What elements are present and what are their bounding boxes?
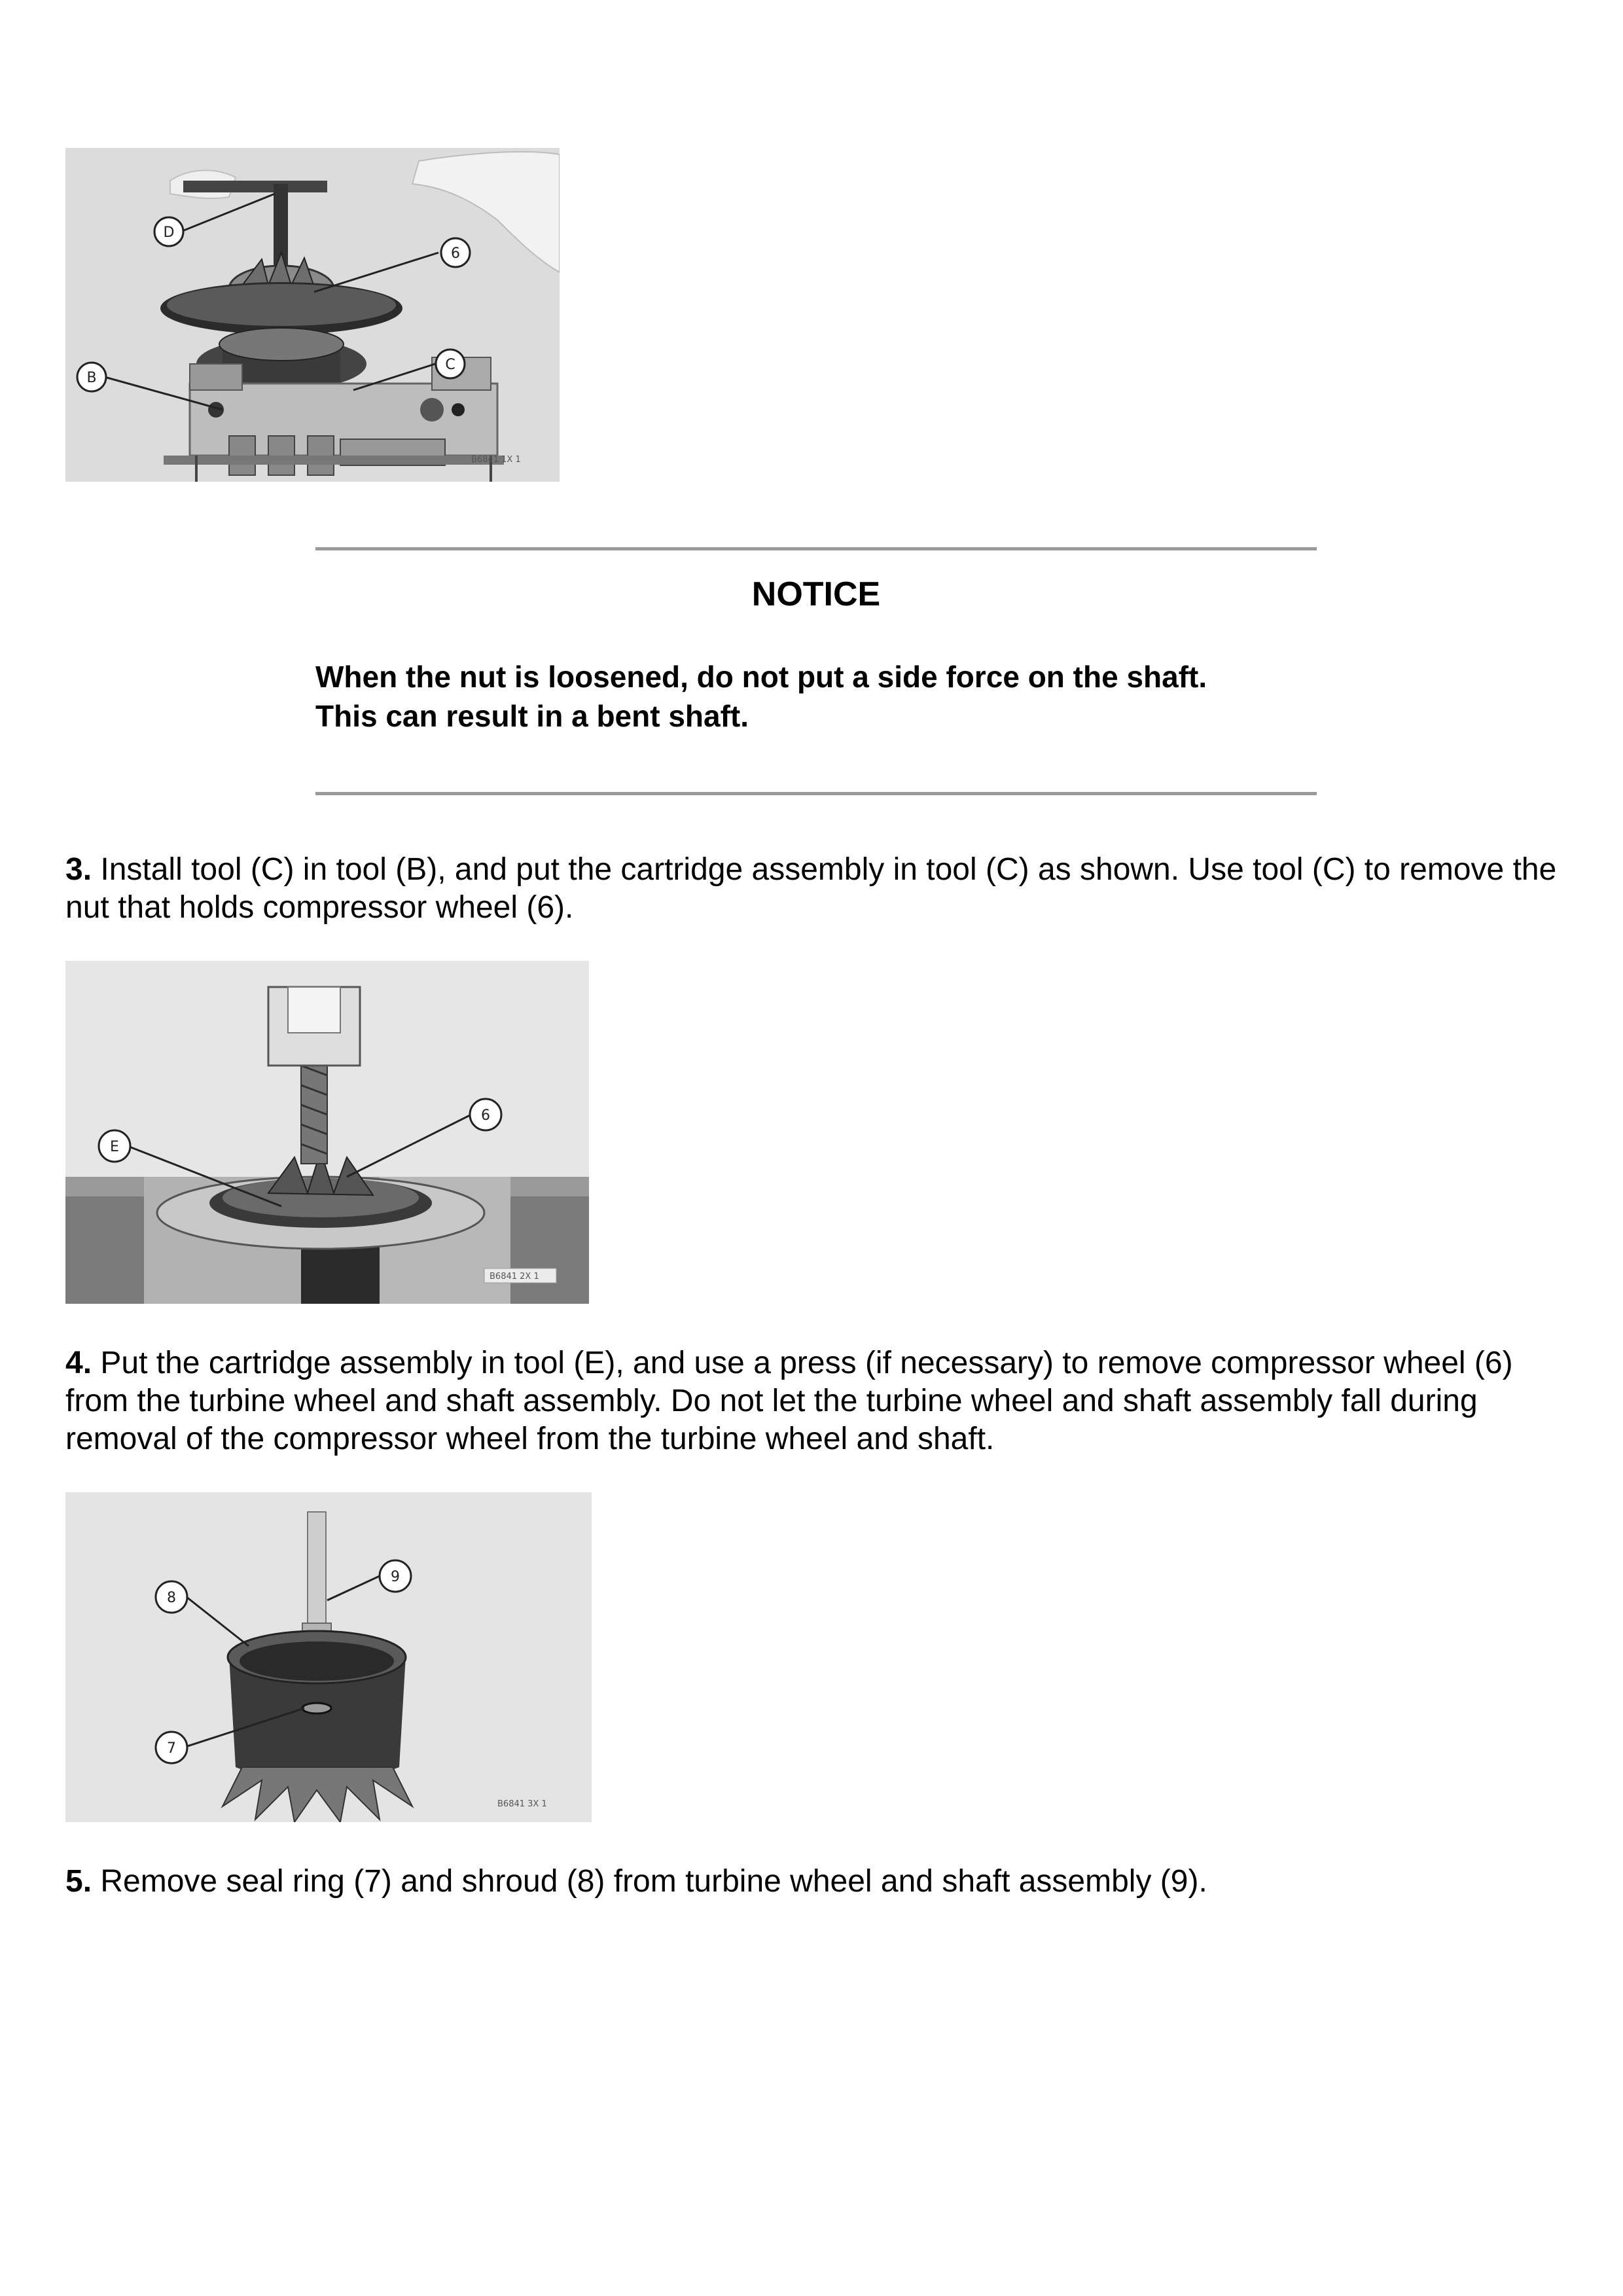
figure-3-photo [65, 1492, 592, 1822]
callout-8-label: 8 [167, 1590, 176, 1606]
figure-1-photo [65, 148, 560, 482]
callout-c-label: C [445, 357, 455, 373]
callout-6-label: 6 [481, 1107, 490, 1124]
notice-title: NOTICE [751, 575, 881, 613]
figure-2-code: B6841 2X 1 [490, 1272, 539, 1282]
callout-d-label: D [163, 224, 175, 241]
step-4 [65, 1344, 1571, 1458]
notice-line-2: This can result in a bent shaft. [315, 699, 749, 733]
step-3 [65, 851, 1571, 927]
callout-9-label: 9 [391, 1569, 400, 1585]
notice-line-1: When the nut is loosened, do not put a side force on the shaft. [315, 660, 1207, 694]
callout-e-label: E [110, 1139, 119, 1155]
step-5 [65, 1863, 1571, 1901]
figure-3-illustration [65, 1492, 592, 1822]
figure-2-photo [65, 961, 589, 1304]
step-3-text: Install tool (C) in tool (B), and put the cartridge assembly in tool (C) as shown. Use tool (C) to remove the nut that holds compressor wheel (6). [65, 852, 1557, 925]
figure-1-illustration [65, 148, 560, 482]
figure-1-code: B6841 1X 1 [471, 455, 521, 465]
step-5-number: 5. [65, 1864, 92, 1899]
notice-top-rule [315, 547, 1317, 550]
callout-b-label: B [86, 370, 97, 386]
figure-3-code: B6841 3X 1 [497, 1799, 547, 1809]
step-4-text: Put the cartridge assembly in tool (E), and use a press (if necessary) to remove compressor wheel (6) from the turbine wheel and shaft assembly. Do not let the turbine wheel and shaft assembly fall during removal of the compressor wheel from the turbine wheel and shaft. [65, 1346, 1513, 1456]
step-4-number: 4. [65, 1346, 92, 1380]
step-3-number: 3. [65, 852, 92, 887]
notice-bottom-rule [315, 792, 1317, 795]
step-5-text: Remove seal ring (7) and shroud (8) from turbine wheel and shaft assembly (9). [92, 1864, 1207, 1899]
callout-6-label: 6 [451, 245, 460, 262]
notice-body [315, 657, 1317, 736]
figure-2-illustration [65, 961, 589, 1304]
callout-7-label: 7 [167, 1740, 176, 1757]
